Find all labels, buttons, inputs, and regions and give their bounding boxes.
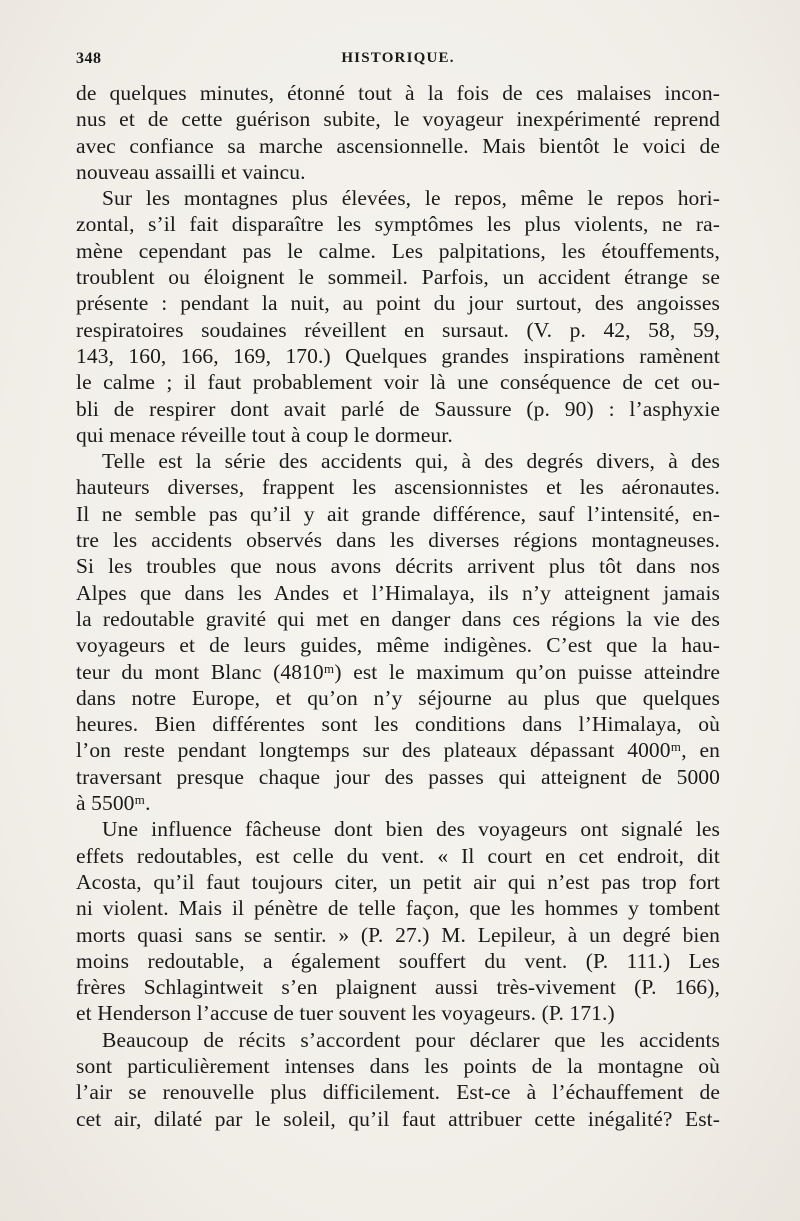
page-number: 348: [76, 50, 102, 67]
text-line: la redoutable gravité qui met en danger dans ces régions la vie des: [76, 606, 720, 631]
text-line: zontal, s’il fait disparaître les symptômes les plus violents, ne ra-: [76, 212, 720, 237]
text-line: cet air, dilaté par le soleil, qu’il faut attribuer cette inégalité? Est-: [76, 1106, 720, 1131]
text-line: moins redoutable, a également souffert du vent. (P. 111.) Les: [76, 948, 720, 973]
text-line: Sur les montagnes plus élevées, le repos, même le repos hori-: [102, 186, 720, 211]
text-line: frères Schlagintweit s’en plaignent aussi très-vivement (P. 166),: [76, 975, 720, 1000]
text-line: heures. Bien différentes sont les conditions dans l’Himalaya, où: [76, 712, 720, 737]
text-line: troublent ou éloignent le sommeil. Parfois, un accident étrange se: [76, 265, 720, 290]
text-line: morts quasi sans se sentir. » (P. 27.) M. Lepileur, à un degré bien: [76, 922, 720, 947]
text-line: Une influence fâcheuse dont bien des voyageurs ont signalé les: [102, 817, 720, 842]
text-line: traversant presque chaque jour des passes qui atteignent de 5000: [76, 764, 720, 789]
text-line: tre les accidents observés dans les diverses régions montagneuses.: [76, 528, 720, 553]
running-head: [76, 50, 720, 72]
text-line: et Henderson l’accuse de tuer souvent les voyageurs. (P. 171.): [76, 1001, 615, 1026]
text-line: teur du mont Blanc (4810ᵐ) est le maximum qu’on puisse atteindre: [76, 659, 720, 684]
text-line: effets redoutables, est celle du vent. « Il court en cet endroit, dit: [76, 843, 720, 868]
text-line: l’air se renouvelle plus difficilement. Est-ce à l’échauffement de: [76, 1080, 720, 1105]
text-line: Telle est la série des accidents qui, à des degrés divers, à des: [102, 449, 720, 474]
text-line: bli de respirer dont avait parlé de Saussure (p. 90) : l’asphyxie: [76, 396, 720, 421]
text-line: respiratoires soudaines réveillent en sursaut. (V. p. 42, 58, 59,: [76, 317, 720, 342]
text-line: 143, 160, 166, 169, 170.) Quelques grandes inspirations ramènent: [76, 343, 720, 368]
text-line: hauteurs diverses, frappent les ascensionnistes et les aéronautes.: [76, 475, 720, 500]
text-line: nouveau assailli et vaincu.: [76, 159, 306, 184]
text-line: Il ne semble pas qu’il y ait grande différence, sauf l’intensité, en-: [76, 501, 720, 526]
running-title: HISTORIQUE.: [341, 50, 455, 66]
text-line: sont particulièrement intenses dans les points de la montagne où: [76, 1053, 720, 1078]
text-line: dans notre Europe, et qu’on n’y séjourne au plus que quelques: [76, 685, 720, 710]
text-line: Alpes que dans les Andes et l’Himalaya, ils n’y atteignent jamais: [76, 580, 720, 605]
text-line: le calme ; il faut probablement voir là une conséquence de cet ou-: [76, 370, 720, 395]
text-line: l’on reste pendant longtemps sur des plateaux dépassant 4000ᵐ, en: [76, 738, 720, 763]
text-line: Si les troubles que nous avons décrits arrivent plus tôt dans nos: [76, 554, 720, 579]
text-line: avec confiance sa marche ascensionnelle. Mais bientôt le voici de: [76, 133, 720, 158]
body-text: [76, 80, 720, 1132]
text-line: Beaucoup de récits s’accordent pour déclarer que les accidents: [102, 1027, 720, 1052]
text-line: nus et de cette guérison subite, le voyageur inexpérimenté reprend: [76, 107, 720, 132]
text-line: à 5500ᵐ.: [76, 791, 151, 816]
text-line: mène cependant pas le calme. Les palpitations, les étouffements,: [76, 238, 720, 263]
text-line: voyageurs et de leurs guides, même indigènes. C’est que la hau-: [76, 633, 720, 658]
text-line: présente : pendant la nuit, au point du jour surtout, des angoisses: [76, 291, 720, 316]
text-line: de quelques minutes, étonné tout à la fois de ces malaises incon-: [76, 81, 720, 105]
text-line: ni violent. Mais il pénètre de telle façon, que les hommes y tombent: [76, 896, 720, 921]
text-line: Acosta, qu’il faut toujours citer, un petit air qui n’est pas trop fort: [76, 869, 720, 894]
text-line: qui menace réveille tout à coup le dormeur.: [76, 422, 453, 447]
